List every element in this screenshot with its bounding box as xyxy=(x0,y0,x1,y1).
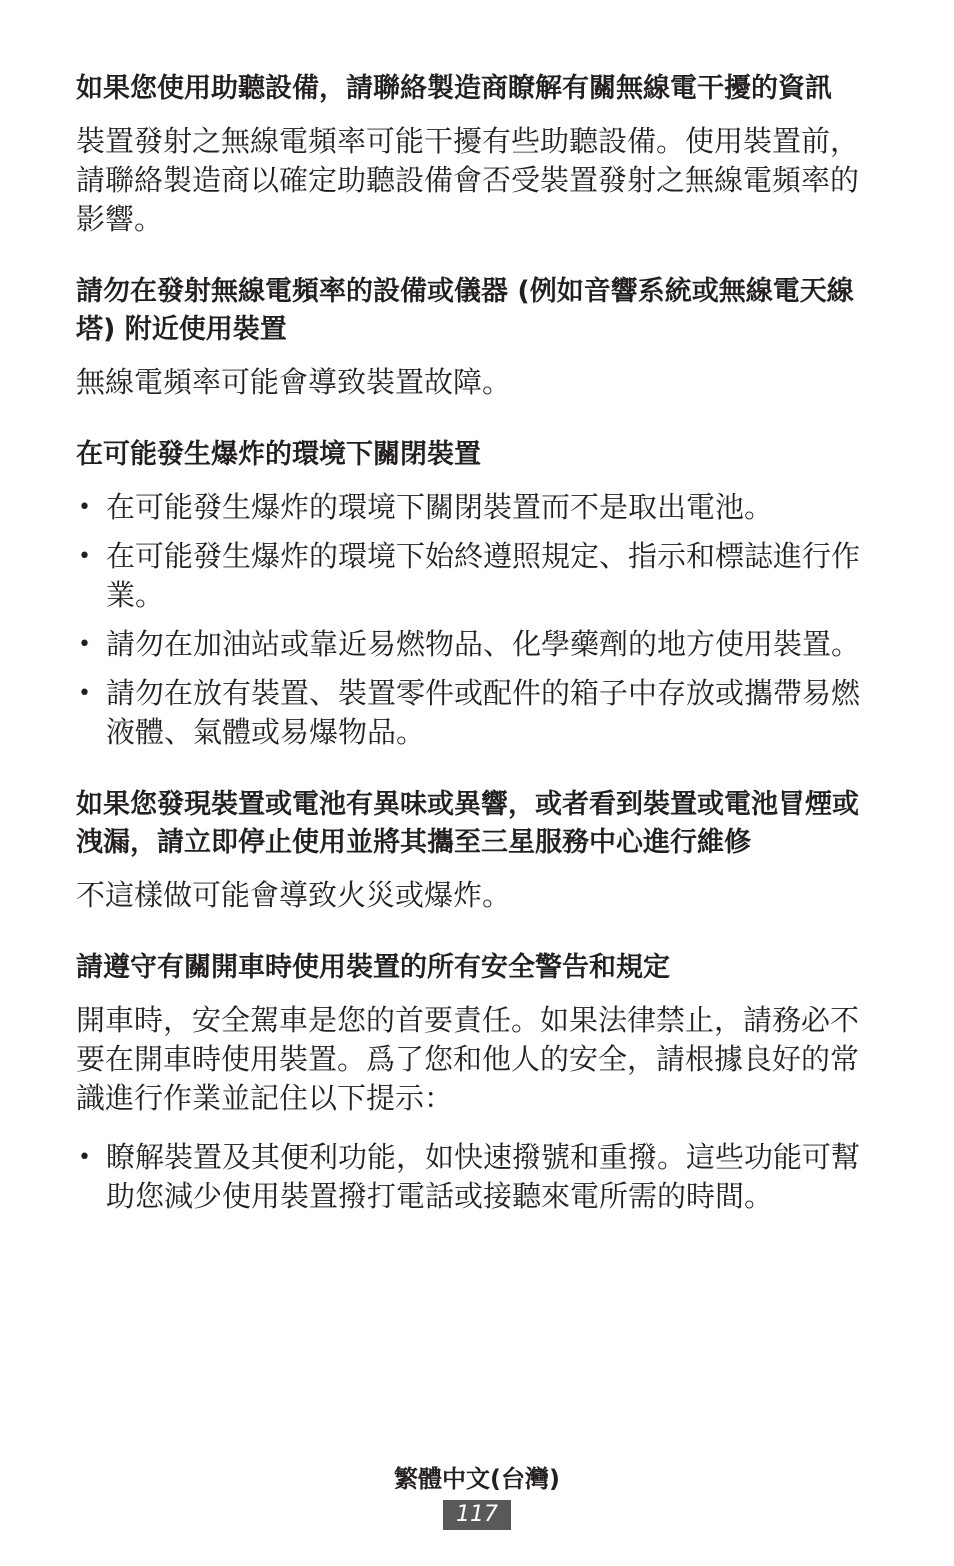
bullet-list xyxy=(76,1138,876,1216)
section-heading: 如果您使用助聽設備，請聯絡製造商瞭解有關無線電干擾的資訊 xyxy=(76,73,832,104)
section-battery-odor xyxy=(76,786,876,915)
section-body: 裝置發射之無線電頻率可能干擾有些助聽設備。使用裝置前，請聯絡製造商以確定助聽設備會否受裝置發射之無線電頻率的影響。 xyxy=(76,124,860,236)
list-item xyxy=(76,1138,876,1216)
section-heading: 請遵守有關開車時使用裝置的所有安全警告和規定 xyxy=(76,952,670,983)
list-item-text: 請勿在放有裝置、裝置零件或配件的箱子中存放或攜帶易燃液體、氣體或易爆物品。 xyxy=(106,676,861,749)
section-body: 不這樣做可能會導致火災或爆炸。 xyxy=(76,878,512,912)
section-body: 無線電頻率可能會導致裝置故障。 xyxy=(76,365,512,399)
section-heading: 請勿在發射無線電頻率的設備或儀器 (例如音響系統或無線電天線塔) 附近使用裝置 xyxy=(76,276,854,345)
footer-language: 繁體中文(台灣) xyxy=(394,1465,560,1493)
list-item xyxy=(76,674,876,752)
list-item-text: 在可能發生爆炸的環境下關閉裝置而不是取出電池。 xyxy=(106,490,774,524)
bullet-icon: • xyxy=(78,495,91,520)
section-body: 開車時，安全駕車是您的首要責任。如果法律禁止，請務必不要在開車時使用裝置。爲了您和他人的安全，請根據良好的常識進行作業並記住以下提示： xyxy=(76,1003,860,1115)
list-item-text: 請勿在加油站或靠近易燃物品、化學藥劑的地方使用裝置。 xyxy=(106,627,861,661)
bullet-icon: • xyxy=(78,1145,91,1170)
list-item xyxy=(76,537,876,615)
bullet-icon: • xyxy=(78,544,91,569)
bullet-icon: • xyxy=(78,681,91,706)
list-item xyxy=(76,625,876,664)
list-item-text: 瞭解裝置及其便利功能，如快速撥號和重撥。這些功能可幫助您減少使用裝置撥打電話或接聽來電所需的時間。 xyxy=(106,1140,861,1213)
page-footer xyxy=(0,1462,954,1530)
bullet-icon: • xyxy=(78,632,91,657)
page-content xyxy=(76,70,876,1250)
section-driving-safety xyxy=(76,949,876,1216)
section-explosive-environment xyxy=(76,436,876,752)
section-heading: 如果您發現裝置或電池有異味或異響，或者看到裝置或電池冒煙或洩漏，請立即停止使用並將其攜至三星服務中心進行維修 xyxy=(76,789,859,858)
section-radio-equipment xyxy=(76,273,876,402)
list-item xyxy=(76,488,876,527)
page-number: 117 xyxy=(443,1500,511,1530)
section-hearing-aids xyxy=(76,70,876,239)
list-item-text: 在可能發生爆炸的環境下始終遵照規定、指示和標誌進行作業。 xyxy=(106,539,861,612)
bullet-list xyxy=(76,488,876,752)
section-heading: 在可能發生爆炸的環境下關閉裝置 xyxy=(76,439,481,470)
